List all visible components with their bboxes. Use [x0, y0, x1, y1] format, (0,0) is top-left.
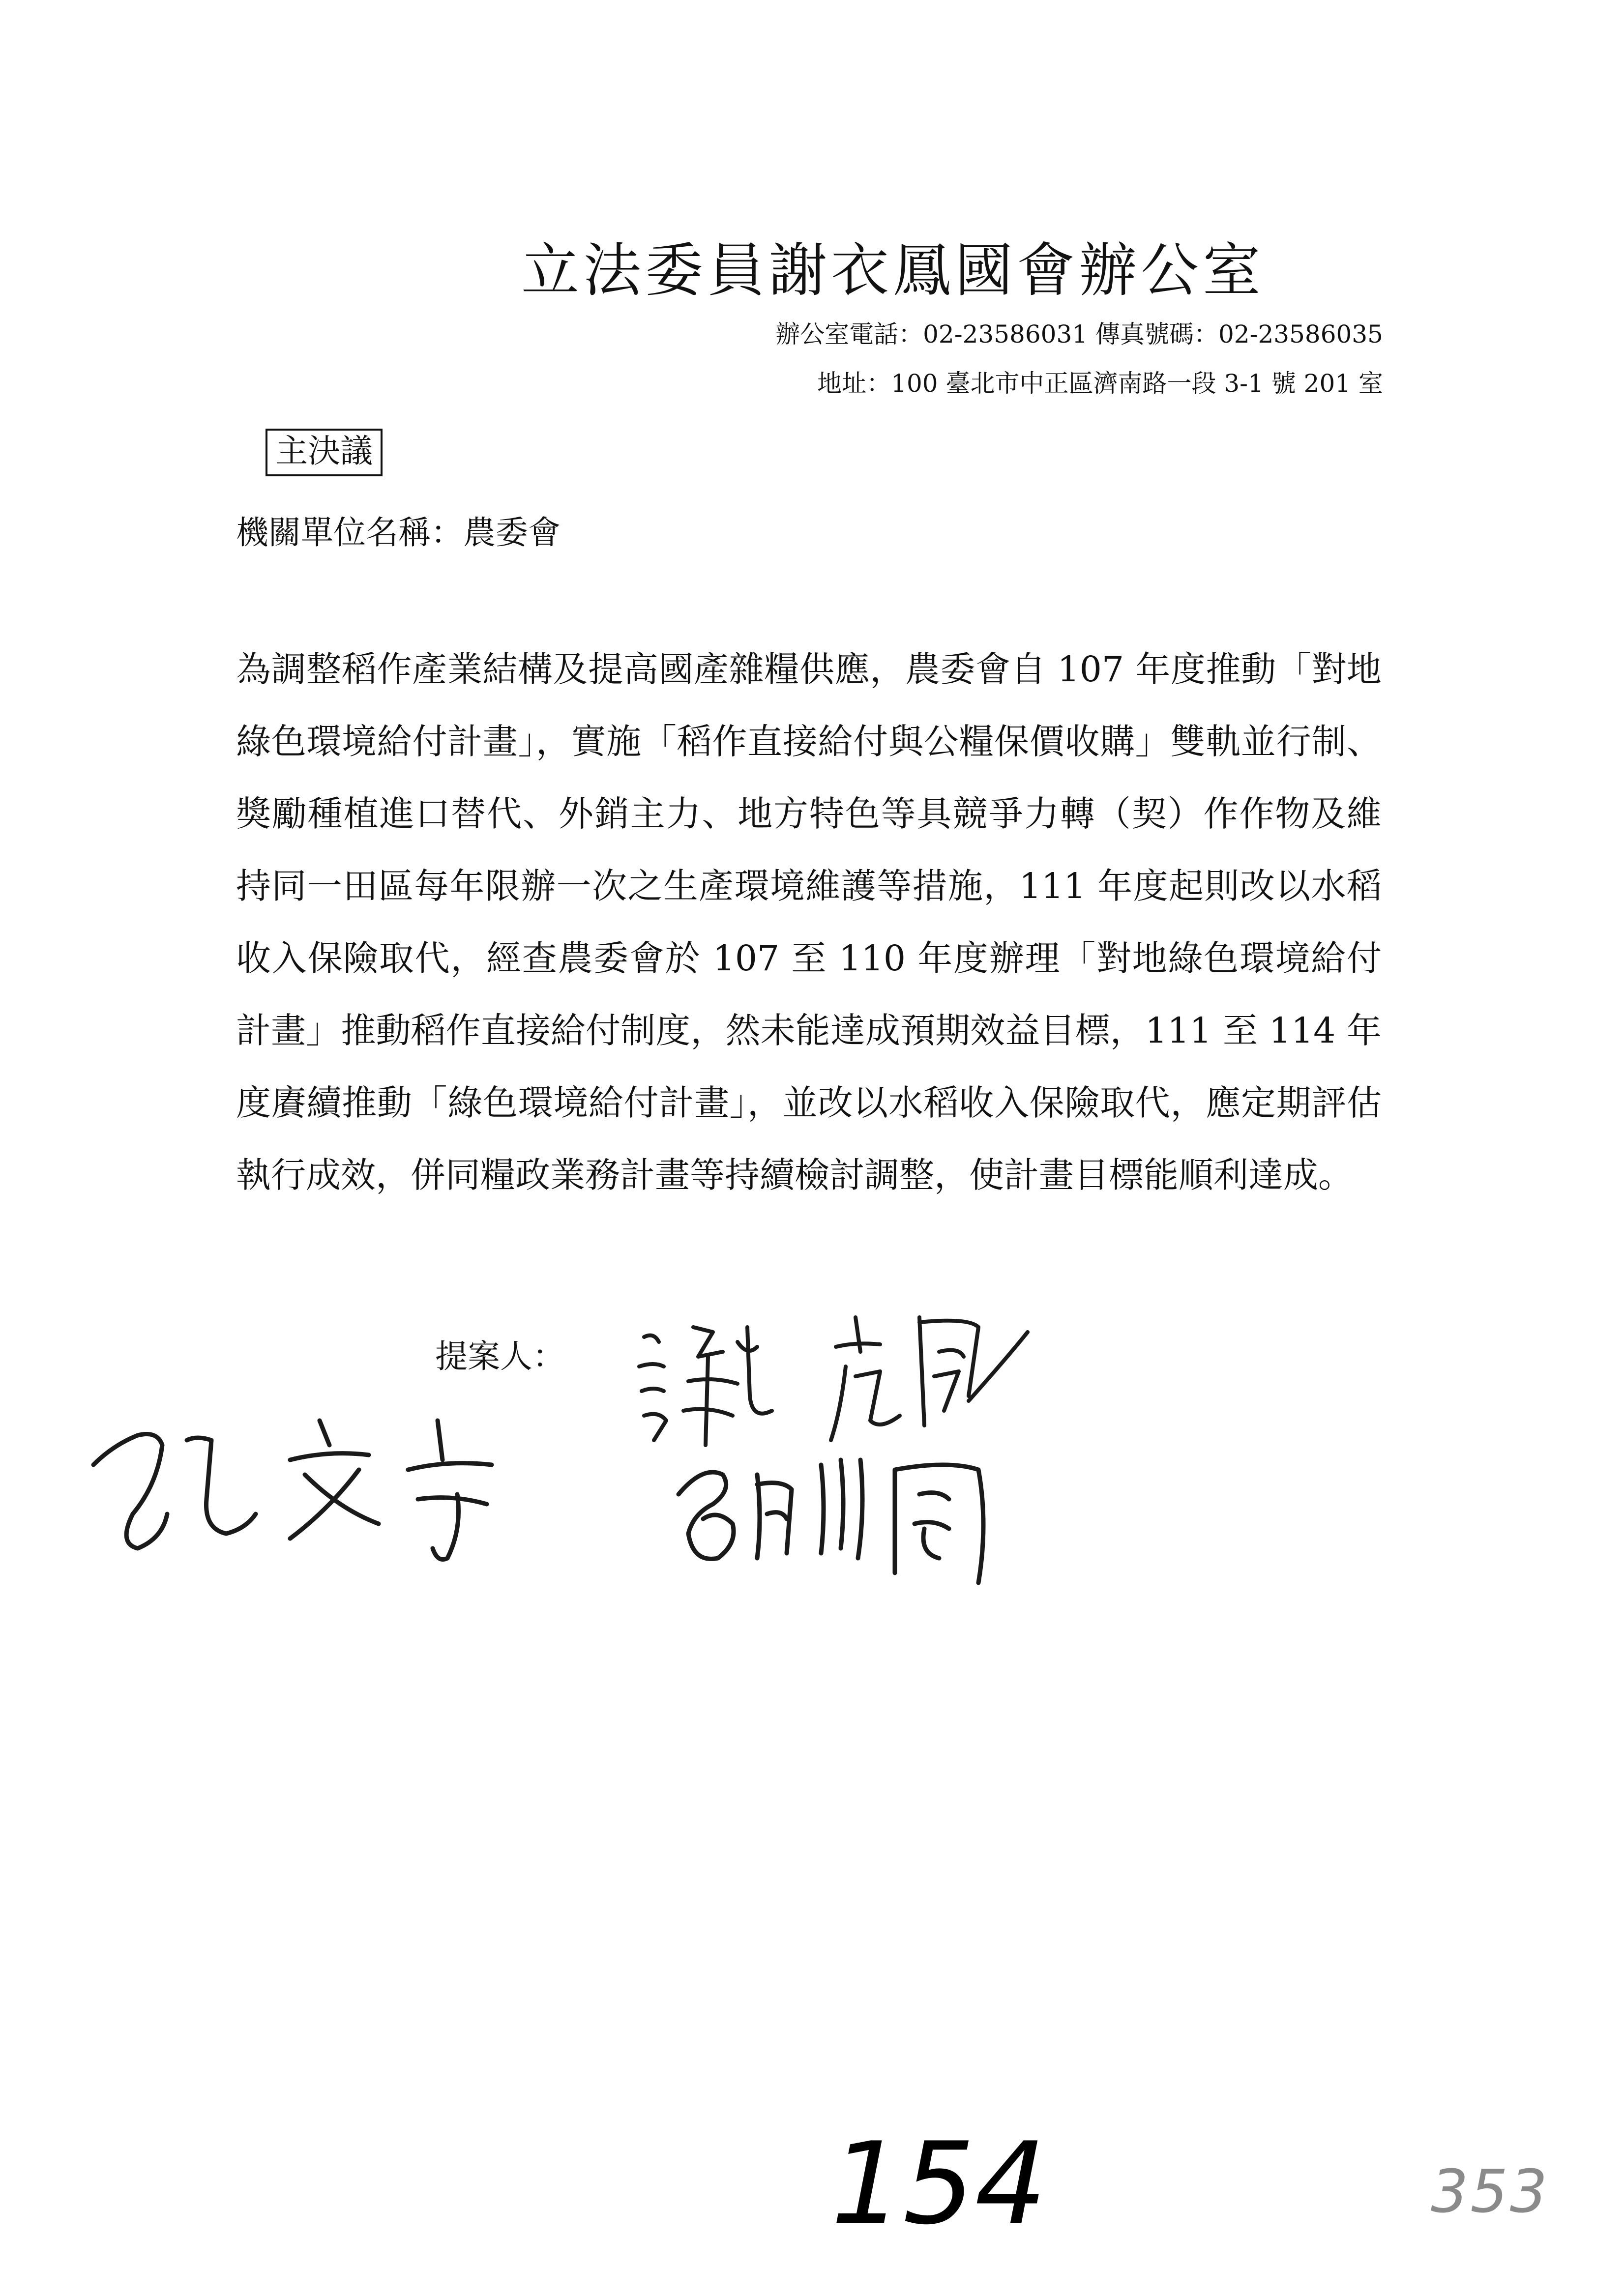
page-number: 154: [831, 2119, 1047, 2250]
signature-3: [664, 1435, 1028, 1598]
signature-2: [84, 1401, 526, 1578]
office-title: 立法委員謝衣鳳國會辦公室: [521, 236, 1265, 304]
motion-body-text: 為調整稻作產業結構及提高國產雜糧供應，農委會自 107 年度推動「對地綠色環境給付計畫」，實施「稻作直接給付與公糧保價收購」雙軌並行制、獎勵種植進口替代、外銷主力、地方特色等具競爭力轉（契）作作物及維持同一田區每年限辦一次之生產環境維護等措施，111 年度起則改以水稻收入保險取代，經查農委會於 107 至 110 年度辦理「對地綠色環境給付計畫」推動稻作直接給付制度，然未能達成預期效益目標，111 至 114 年度賡續推動「綠色環境給付計畫」，並改以水稻收入保險取代，應定期評估執行成效，併同糧政業務計畫等持續檢討調整，使計畫目標能順利達成。: [236, 649, 1382, 1195]
agency-line: 機關單位名稱：農委會: [236, 514, 561, 552]
stamp-number: 353: [1431, 2158, 1550, 2226]
motion-type-badge: 主決議: [266, 429, 383, 476]
office-contact-line: 辦公室電話：02-23586031 傳真號碼：02-23586035: [775, 320, 1383, 349]
signature-1: [624, 1298, 1047, 1455]
office-address-line: 地址：100 臺北市中正區濟南路一段 3-1 號 201 室: [817, 369, 1383, 398]
proposer-label: 提案人：: [435, 1337, 565, 1375]
